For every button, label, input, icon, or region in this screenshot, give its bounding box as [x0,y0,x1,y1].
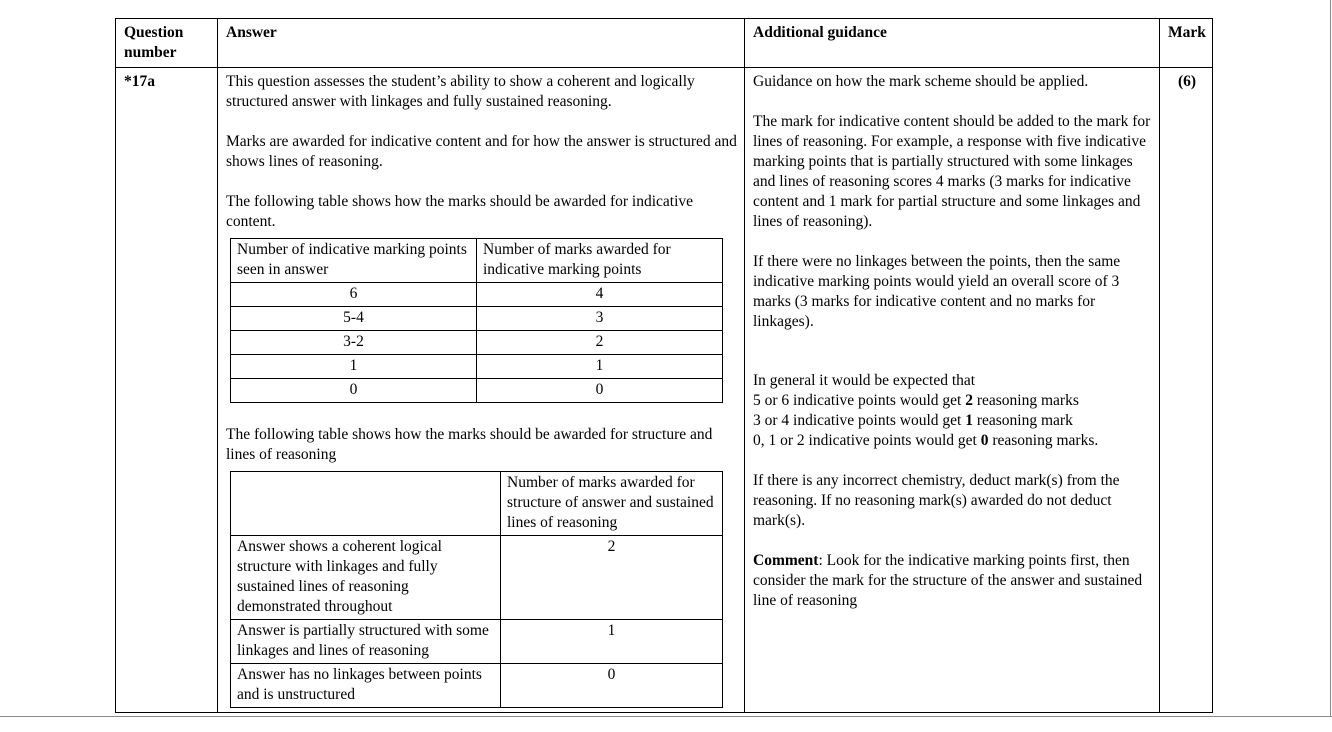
indicative-points-header: Number of indicative marking points seen in answer [231,239,477,283]
structure-description: Answer has no linkages between points and is unstructured [231,664,501,708]
guidance-paragraph-2: The mark for indicative content should be added to the mark for lines of reasoning. For example, a response with five indicative marking points that is partially structured with some linkages and lines of reasoning scores 4 marks (3 marks for indicative content and 1 mark for partial structure and some linkages and lines of reasoning). [753,113,1151,230]
guidance-expectation-intro: In general it would be expected that [753,372,976,389]
expectation-bold-mark: 0 [980,432,989,449]
mark-scheme-table [115,18,1213,713]
structure-marks-value: 1 [501,620,723,664]
answer-paragraph-4: The following table shows how the marks should be awarded for structure and lines of reasoning [226,426,713,463]
expectation-text: 0, 1 or 2 indicative points would get [753,432,981,449]
header-additional-guidance: Additional guidance [745,19,1160,67]
structure-marks-value: 0 [501,664,723,708]
expectation-text: reasoning marks. [988,432,1099,449]
guidance-paragraph-1: Guidance on how the mark scheme should be applied. [753,73,1089,90]
structure-description: Answer shows a coherent logical structure with linkages and fully sustained lines of reasoning demonstrated throughout [231,536,501,620]
structure-marks-header: Number of marks awarded for structure of answer and sustained lines of reasoning [501,472,723,536]
guidance-comment-label: Comment [753,552,819,569]
guidance-comment [753,551,1153,611]
guidance-expectation-block [753,371,1153,451]
header-answer: Answer [218,19,745,67]
mark-value: (6) [1177,73,1197,90]
table-row [231,379,723,403]
table-row [231,664,723,708]
points-value: 0 [231,379,477,403]
table-row [231,472,723,536]
empty-header-cell [231,472,501,536]
structure-reasoning-table [230,471,723,708]
header-question-number: Question number [116,19,218,67]
marks-value: 1 [477,355,723,379]
expectation-text: reasoning marks [972,392,1079,409]
question-number-cell [116,68,218,712]
table-row [231,283,723,307]
table-row [231,331,723,355]
guidance-paragraph-3: If there were no linkages between the points, then the same indicative marking points would yield an overall score of 3 marks (3 marks for indicative content and no marks for linkages). [753,253,1121,330]
indicative-marks-header: Number of marks awarded for indicative marking points [477,239,723,283]
points-value: 6 [231,283,477,307]
structure-marks-value: 2 [501,536,723,620]
guidance-expectation-item [753,391,1153,411]
marks-value: 3 [477,307,723,331]
marks-value: 2 [477,331,723,355]
table-body-row [116,68,1212,712]
table-row [231,239,723,283]
guidance-comment-text: : Look for the indicative marking points first, then consider the mark for the structure of the answer and sustained line of reasoning [753,552,1143,609]
header-mark: Mark [1168,24,1206,41]
points-value: 3-2 [231,331,477,355]
mark-cell [1160,68,1212,712]
marks-value: 0 [477,379,723,403]
guidance-paragraph-5: If there is any incorrect chemistry, deduct mark(s) from the reasoning. If no reasoning mark(s) awarded do not deduct mark(s). [753,472,1120,529]
guidance-expectation-item [753,431,1153,451]
structure-description: Answer is partially structured with some linkages and lines of reasoning [231,620,501,664]
table-row [231,620,723,664]
marks-value: 4 [477,283,723,307]
page-bottom-border [0,716,1332,717]
answer-paragraph-2: Marks are awarded for indicative content and for how the answer is structured and shows lines of reasoning. [226,133,737,170]
additional-guidance-cell [745,68,1160,712]
points-value: 1 [231,355,477,379]
points-value: 5-4 [231,307,477,331]
question-number: *17a [124,73,155,90]
table-row [231,355,723,379]
expectation-bold-mark: 2 [965,392,973,409]
page-right-border [1330,0,1331,717]
table-row [231,307,723,331]
expectation-bold-mark: 1 [965,412,973,429]
indicative-content-table [230,238,723,403]
table-row [231,536,723,620]
answer-paragraph-1: This question assesses the student’s ability to show a coherent and logically structured answer with linkages and fully sustained reasoning. [226,73,695,110]
answer-cell [218,68,745,712]
guidance-expectation-item [753,411,1153,431]
expectation-text: reasoning mark [972,412,1073,429]
answer-paragraph-3: The following table shows how the marks should be awarded for indicative content. [226,193,694,230]
table-header-row [116,19,1212,68]
expectation-text: 3 or 4 indicative points would get [753,412,966,429]
expectation-text: 5 or 6 indicative points would get [753,392,966,409]
